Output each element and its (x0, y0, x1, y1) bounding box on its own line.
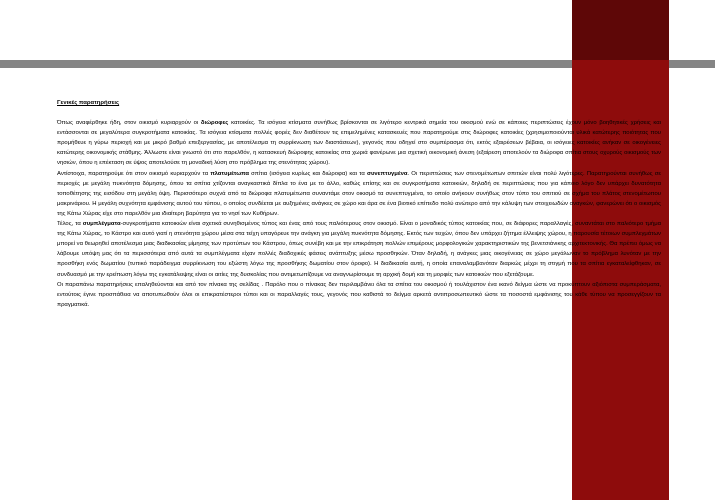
bold-term: πλατυμέτωπα (210, 170, 249, 177)
bold-term: συμπλέγματα (82, 221, 121, 228)
paragraph-text: Οι παραπάνω παρατηρήσεις επαληθεύονται και από τον πίνακα της σελίδας . Παρόλο που ο πίνακας δεν περιλαμβάνει όλα τα σπίτια του οικισμού ή τουλάχιστον ένα ικανό δείγμα ώστε να προκύπτουν αξιόπιστα συμπεράσματα, εντούτοις έγινε προσπάθεια να αποτυπωθούν όλοι οι επικρατέστεροι τύποι και οι παραλλαγές τους, γεγονός που καθιστά το δείγμα αρκετά αντιπροσωπευτικό ώστε τα ποσοστά εμφάνισης του κάθε τύπου να προσεγγίζουν τα πραγματικά. (57, 281, 661, 308)
bold-term: συνεπτυγμένα (366, 170, 408, 177)
paragraph (57, 280, 661, 310)
dark-red-side-band-top (572, 0, 669, 60)
paragraph (57, 219, 661, 280)
paragraph-text: . Οι περιπτώσεις των στενομέτωπων σπιτιών είναι πολύ λιγότερες. Παρατηρούνται συνήθως σε περιοχές με μεγάλη πυκνότητα δόμησης, όπου τα σπίτια χτίζονται αναγκαστικά δίπλα το ένα με το άλλο, καθώς επίσης και σε συγκροτήματα κατοικιών, δηλαδή σε περιπτώσεις που για κάποιο λόγο δεν υπάρχει δυνατότητα τοποθέτησης της εισόδου στη μεγάλη όψη. Περισσότερο συχνά από τα διώροφα πλατυμέτωπα συναντάμε στον οικισμό τα συνεπτυγμένα, το οποίο ανήκουν συνήθως στον τύπο του σπιτιού σε σχήμα του πλάτος στενομέτωπου μακρινάριου. Η μεγάλη συχνότητα εμφάνισης αυτού του τύπου, ο οποίος συνδέεται με αυξημένες ανάγκες σε χώρο και άρα σε ένα βιοτικό επίπεδο πολύ ανώτερο από την κάλυψη των στοιχειωδών αναγκών, φανερώνει ότι ο οικισμός της Κάτω Χώρας είχε στο παρελθόν μια ιδιαίτερη βαρύτητα για το νησί των Κυθήρων. (57, 170, 661, 217)
paragraph (57, 169, 661, 219)
paragraph-text: -συγκροτήματα κατοικιών είναι σχετικά συνηθισμένος τύπος και ένας από τους παλιότερους στον οικισμό. Είναι ο μοναδικός τύπος κατοικίας που, σε διάφορες παραλλαγές, συναντάται στο παλιότερο τμήμα της Κάτω Χώρας, το Κάστρο και αυτό γιατί η στενότητα χώρου μέσα στα τείχη υπαγόρευε την ανάγκη για μεγάλη πυκνότητα δόμησης. Εκτός των τειχών, όπου δεν υπάρχει ζήτημα έλλειψης χώρου, η παρουσία τέτοιων συμπλεγμάτων μπορεί να θεωρηθεί αποτέλεσμα μιας διαδικασίας μίμησης των προτύπων του Κάστρου, όπως συνέβη και με την επικράτηση πολλών επιμέρους μορφολογικών χαρακτηριστικών της βενετσιάνικης αρχιτεκτονικής. Θα πρέπει όμως να λάβουμε υπόψη μας ότι τα περισσότερα από αυτά τα συμπλέγματα είχαν πολλές διαδοχικές φάσεις ανάπτυξης μέσω προσθηκών. Όταν δηλαδή, η ανάγκες μιας οικογένειας σε χώρο μεγάλωναν το πρόβλημα λυνόταν με την προσθήκη ενός δωματίου (τυπικό παράδειγμα συρρίκνωση του εξώστη λόγω της προσθήκης δωματίου στον όροφο). Η διαδικασία αυτή, η οποία επαναλαμβανόταν διαρκώς μέχρι τη στιγμή που τα σπίτια εγκαταλείφθηκαν, σε συνδυασμό με την ερείπωση λόγω της εγκατάλειψης είναι οι αιτίες της δυσκολίας που αντιμετωπίζουμε να αναγνωρίσουμε τη αρχική δομή και τη μορφές των κατοικιών που εξετάζουμε. (57, 221, 662, 278)
paragraph-text: κατοικίες. Τα ισόγεια κτίσματα συνήθως βρίσκονται σε λιγότερο κεντρικά σημεία του οικισμού ενώ σε κάποιες περιπτώσεις έχουν μόνο βοηθητικές χρήσεις και εντάσσονται σε μεγαλύτερα συγκροτήματα κατοικίας. Τα ισόγεια κτίσματα πολλές φορές δεν διαθέτουν τις επιμελημένες κατασκευές που παρατηρούμε στις διώροφες κατοικίες (χρησιμοποιούνται υλικά κατώτερης ποιότητας που προμήθευε η γύρω περιοχή και με μικρό βαθμό επεξεργασίας, με αποτέλεσμα τη συρρίκνωση των διαστάσεων), γεγονός που οδηγεί στο συμπέρασμα ότι, εκτός εξαιρέσεων βέβαια, οι ισόγειες κατοικίες ανήκαν σε οικογένειες κατώτερης οικονομικής στάθμης. Άλλωστε είναι γνωστό ότι στο παρελθόν, η κατασκευή διώροφης κατοικίας στα χωριά φανέρωνε μια σχετική οικονομική άνεση (εξαίρεση αποτελούν τα διώροφα σπίτια στους οχυρούς οικισμούς των νησιών, όπου η επέκταση σε ύψος αποτελούσε τη μοναδική λύση στο πρόβλημα της στενότητας χώρου). (57, 120, 661, 167)
paragraph-text: Όπως αναφέρθηκε ήδη, στον οικισμό κυριαρχούν οι (57, 120, 201, 127)
paragraph-list (57, 118, 661, 310)
paragraph-text: σπίτια (ισόγεια κυρίως και διώροφα) και τα (249, 170, 367, 177)
paragraph-text: Τέλος, τα (57, 221, 83, 228)
paragraph-text: Αντίστοιχα, παρατηρούμε ότι στον οικισμό κυριαρχούν τα (57, 170, 211, 177)
paragraph (57, 118, 661, 168)
document-body (57, 98, 661, 310)
section-heading: Γενικές παρατηρήσεις (57, 100, 120, 106)
bold-term: διώροφες (200, 120, 229, 127)
